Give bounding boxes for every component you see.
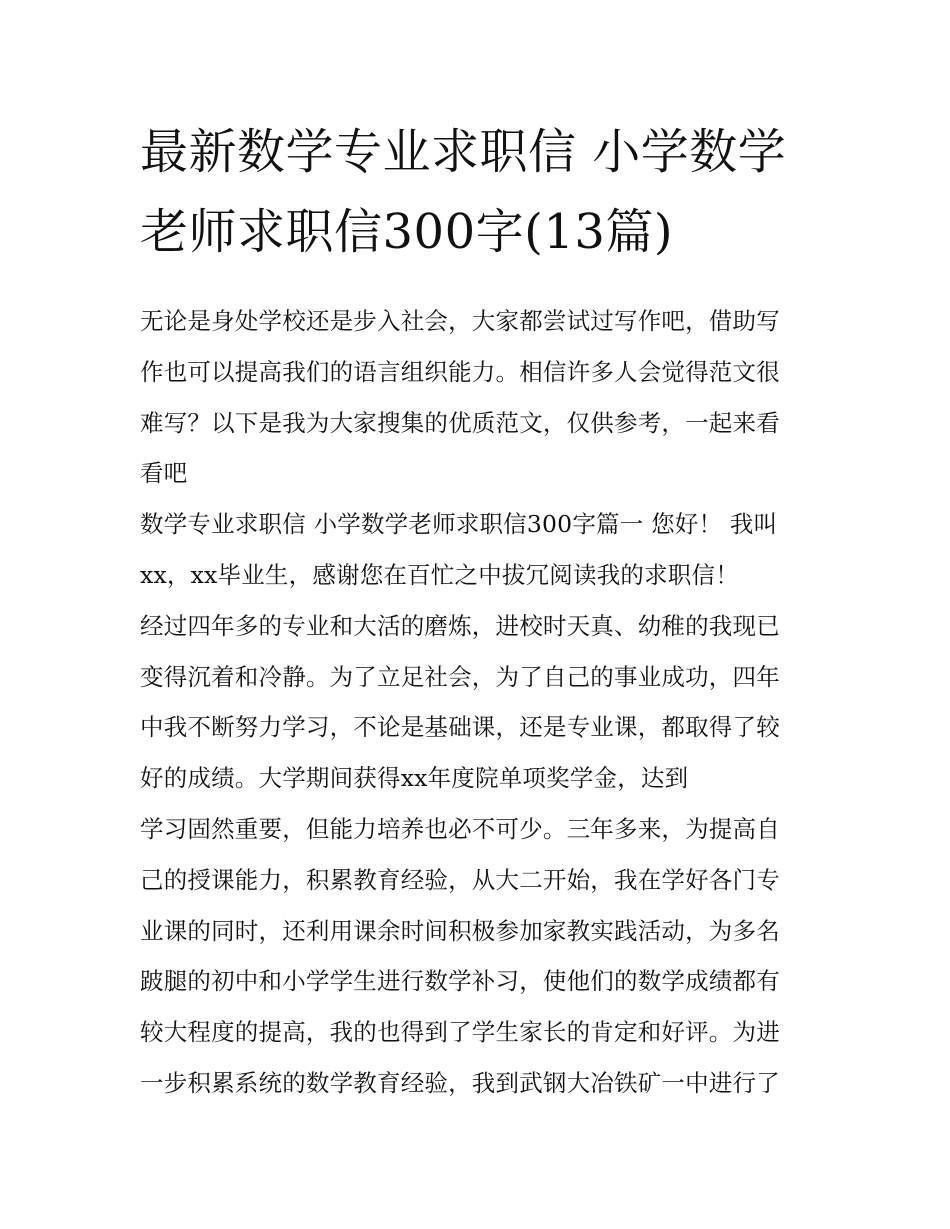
title-line: 老师求职信300字(13篇)	[140, 204, 674, 260]
document-page	[140, 112, 812, 1109]
body-line: xx，xx毕业生，感谢您在百忙之中拔冗阅读我的求职信！	[140, 560, 739, 589]
body-line: 难写？以下是我为大家搜集的优质范文，仅供参考，一起来看	[140, 408, 780, 437]
body-line: 中我不断努力学习，不论是基础课，还是专业课，都取得了较	[140, 713, 780, 742]
body-line: 学习固然重要，但能力培养也必不可少。三年多来，为提高自	[140, 814, 780, 843]
document-title	[140, 112, 812, 272]
body-line: 业课的同时，还利用课余时间积极参加家教实践活动，为多名	[140, 916, 780, 945]
document-body	[140, 296, 812, 1109]
body-line: 变得沉着和冷静。为了立足社会，为了自己的事业成功，四年	[140, 662, 780, 691]
body-line: 一步积累系统的数学教育经验，我到武钢大冶铁矿一中进行了	[140, 1068, 780, 1097]
body-line: 较大程度的提高，我的也得到了学生家长的肯定和好评。为进	[140, 1018, 780, 1047]
body-line: 作也可以提高我们的语言组织能力。相信许多人会觉得范文很	[140, 357, 780, 386]
body-line: 数学专业求职信 小学数学老师求职信300字篇一 您好！ 我叫	[140, 510, 778, 539]
title-line: 最新数学专业求职信 小学数学	[140, 124, 787, 180]
body-line: 己的授课能力，积累教育经验，从大二开始，我在学好各门专	[140, 865, 780, 894]
body-line: 好的成绩。大学期间获得xx年度院单项奖学金，达到	[140, 764, 689, 793]
body-line: 跛腿的初中和小学学生进行数学补习，使他们的数学成绩都有	[140, 967, 780, 996]
body-line: 看吧	[140, 459, 188, 488]
body-line: 无论是身处学校还是步入社会，大家都尝试过写作吧，借助写	[140, 307, 780, 335]
body-line: 经过四年多的专业和大活的磨炼，进校时天真、幼稚的我现已	[140, 611, 780, 640]
